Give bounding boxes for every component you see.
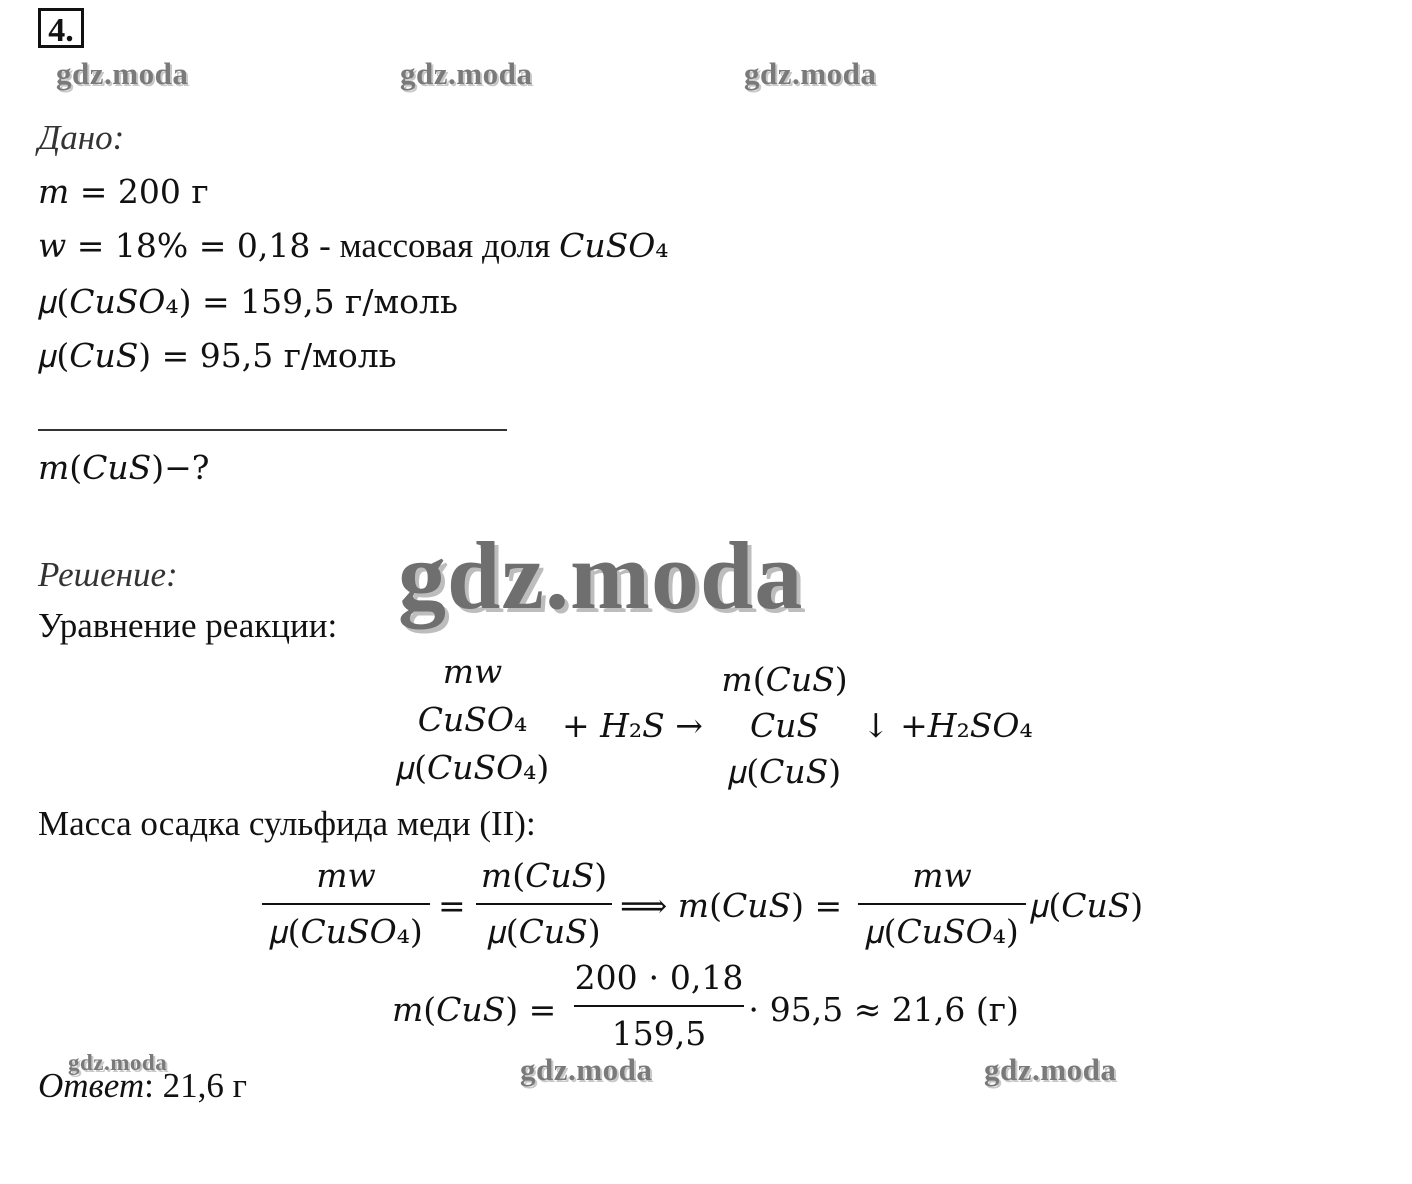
eq2-lhs: 𝑚(𝐶𝑢𝑆) = — [392, 990, 557, 1029]
reaction-tail: ↓ +𝐻₂𝑆𝑂₄ — [862, 706, 1033, 745]
eq1-equals: = — [438, 886, 466, 925]
given-divider — [38, 429, 507, 431]
watermark-top-2: gdz.moda — [400, 56, 533, 91]
reaction-left-mid: 𝐶𝑢𝑆𝑂₄ — [417, 700, 528, 739]
reaction-left-top: 𝑚𝑤 — [442, 652, 503, 691]
watermark-bottom-3: gdz.moda — [984, 1052, 1117, 1087]
eq1-frac2-denominator: 𝜇(𝐶𝑢𝑆) — [487, 912, 601, 951]
eq1-frac1-bar — [262, 903, 430, 905]
reaction-right-bottom: 𝜇(𝐶𝑢𝑆) — [727, 752, 842, 791]
find-quantity: 𝑚(𝐶𝑢𝑆)−? — [38, 448, 210, 487]
eq1-frac3-numerator: 𝑚𝑤 — [912, 856, 972, 895]
task-number: 4. — [38, 8, 84, 48]
reaction-left-bottom: 𝜇(𝐶𝑢𝑆𝑂₄) — [395, 748, 550, 787]
given-w-substance: 𝐶𝑢𝑆𝑂₄ — [559, 226, 669, 265]
eq2-numerator: 200 ⋅ 0,18 — [574, 958, 744, 997]
reaction-right-top: 𝑚(𝐶𝑢𝑆) — [721, 660, 848, 699]
eq1-frac2-numerator: 𝑚(𝐶𝑢𝑆) — [480, 856, 608, 895]
answer-label: Ответ — [38, 1066, 145, 1105]
mass-label: Масса осадка сульфида меди (II): — [38, 804, 536, 843]
given-mass: 𝑚 = 200 г — [38, 172, 209, 211]
watermark-top-3: gdz.moda — [744, 56, 877, 91]
reaction-label: Уравнение реакции: — [38, 606, 338, 645]
eq2-denominator: 159,5 — [611, 1014, 707, 1053]
solution-heading: Решение: — [38, 555, 178, 594]
watermark-top-1: gdz.moda — [56, 56, 189, 91]
eq1-frac1-denominator: 𝜇(𝐶𝑢𝑆𝑂₄) — [269, 912, 423, 951]
eq2-bar — [574, 1005, 744, 1007]
eq1-frac3-bar — [858, 903, 1026, 905]
reaction-middle: + 𝐻₂𝑆 → — [562, 706, 703, 745]
eq1-tail: 𝜇(𝐶𝑢𝑆) — [1030, 886, 1144, 925]
eq2-rhs: ⋅ 95,5 ≈ 21,6 (г) — [748, 990, 1019, 1029]
eq1-frac2-bar — [476, 903, 612, 905]
eq1-frac1-numerator: 𝑚𝑤 — [316, 856, 376, 895]
answer-value: : 21,6 г — [144, 1066, 247, 1105]
reaction-right-mid: 𝐶𝑢𝑆 — [749, 706, 820, 745]
given-mu-cus: 𝜇(𝐶𝑢𝑆) = 95,5 г/моль — [38, 336, 397, 375]
eq1-frac3-denominator: 𝜇(𝐶𝑢𝑆𝑂₄) — [865, 912, 1019, 951]
given-mass-fraction — [38, 226, 669, 266]
given-heading: Дано: — [38, 118, 125, 157]
watermark-bottom-small: gdz.moda — [68, 1050, 168, 1075]
watermark-large: gdz.moda — [398, 522, 804, 629]
eq1-implies: ⟹ 𝑚(𝐶𝑢𝑆) = — [620, 886, 843, 925]
given-mu-cuso4: 𝜇(𝐶𝑢𝑆𝑂₄) = 159,5 г/моль — [38, 282, 458, 321]
watermark-bottom-2: gdz.moda — [520, 1052, 653, 1087]
given-w-desc: - массовая доля — [310, 226, 560, 265]
given-w-math: 𝑤 = 18% = 0,18 — [38, 226, 311, 265]
answer-line — [38, 1066, 247, 1106]
